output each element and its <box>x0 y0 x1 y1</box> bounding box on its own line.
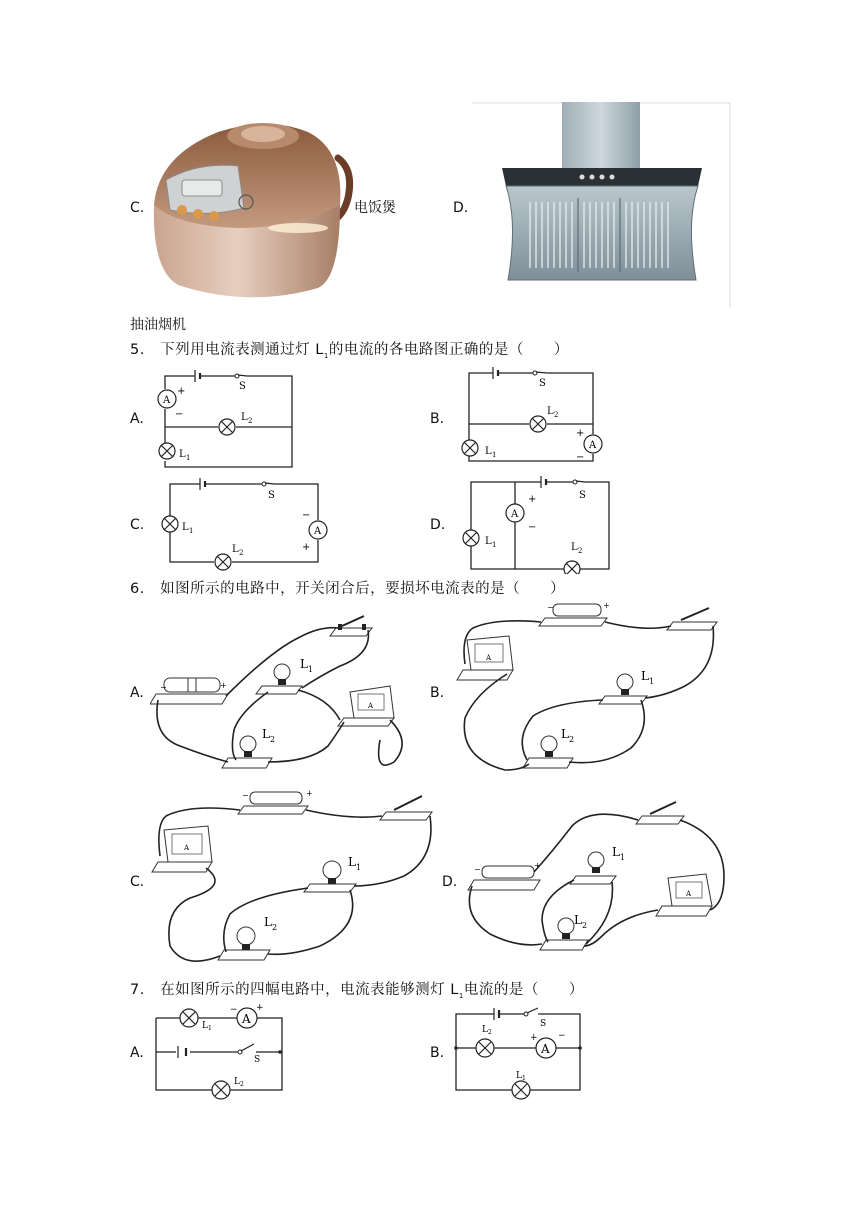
question-5-stem: 5. 下列用电流表测通过灯 $L_1$的电流的各电路图正确的是（ ） <box>130 342 569 360</box>
svg-text:1: 1 <box>356 863 362 872</box>
q5-circuit-a <box>155 367 300 470</box>
svg-text:A: A <box>686 890 692 898</box>
svg-text:−: − <box>528 522 537 533</box>
svg-text:1: 1 <box>308 665 314 674</box>
svg-text:1: 1 <box>522 1075 526 1082</box>
q5-option-c: C. <box>130 517 145 533</box>
svg-text:−: − <box>160 683 167 692</box>
svg-text:−: − <box>547 603 554 612</box>
switch-label: S <box>239 381 246 392</box>
svg-text:L: L <box>482 1025 488 1035</box>
svg-text:+: + <box>534 861 541 870</box>
svg-text:−: − <box>230 1005 238 1015</box>
svg-text:L: L <box>182 522 189 533</box>
svg-text:S: S <box>539 378 546 389</box>
q7-option-a: A. <box>130 1045 144 1061</box>
svg-text:+: + <box>306 789 313 798</box>
svg-text:−: − <box>576 452 585 463</box>
svg-text:2: 2 <box>239 549 244 557</box>
q6-circuit-a <box>150 612 420 778</box>
svg-text:A: A <box>314 526 322 537</box>
svg-text:A: A <box>511 509 519 520</box>
question-7-stem: 7. 在如图所示的四幅电路中，电流表能够测灯 $L_1$电流的是（ ） <box>130 982 584 1000</box>
svg-text:2: 2 <box>248 417 253 425</box>
svg-text:L: L <box>234 1077 240 1087</box>
svg-text:+: + <box>177 386 186 397</box>
q6-option-c: C. <box>130 874 145 890</box>
svg-text:+: + <box>302 542 311 553</box>
rice-cooker-image <box>148 110 354 302</box>
svg-text:1: 1 <box>492 541 497 549</box>
question-number: 6. <box>130 581 145 597</box>
svg-text:L: L <box>179 449 186 460</box>
svg-text:1: 1 <box>189 527 194 535</box>
svg-text:−: − <box>175 409 184 420</box>
svg-text:+: + <box>530 1033 538 1043</box>
svg-text:−: − <box>558 1031 566 1041</box>
svg-text:A: A <box>589 440 597 451</box>
svg-text:L: L <box>264 915 272 929</box>
q7-option-b: B. <box>430 1045 445 1061</box>
q6-circuit-d <box>462 796 732 962</box>
svg-text:1: 1 <box>492 451 497 459</box>
svg-text:1: 1 <box>186 454 191 462</box>
q6-option-a: A. <box>130 685 144 701</box>
question-number: 5. <box>130 342 145 358</box>
svg-text:A: A <box>368 702 374 710</box>
svg-text:L: L <box>300 657 308 671</box>
svg-text:2: 2 <box>270 735 276 744</box>
option-d-label: D. <box>453 200 469 216</box>
svg-text:+: + <box>220 681 227 690</box>
q5-circuit-c <box>160 474 330 572</box>
svg-text:1: 1 <box>649 677 655 686</box>
svg-text:L: L <box>571 542 578 553</box>
option-c-label: C. <box>130 200 145 216</box>
svg-text:2: 2 <box>569 735 575 744</box>
svg-text:A: A <box>242 1012 251 1026</box>
svg-text:2: 2 <box>578 547 583 555</box>
svg-text:−: − <box>242 791 249 800</box>
svg-text:+: + <box>528 494 537 505</box>
option-c-caption: 电饭煲 <box>354 200 396 216</box>
q5-circuit-b <box>455 364 610 464</box>
q5-option-a: A. <box>130 411 144 427</box>
svg-text:L: L <box>232 544 239 555</box>
svg-text:S: S <box>268 490 275 501</box>
question-number: 7. <box>130 982 145 998</box>
svg-text:L: L <box>561 727 569 741</box>
svg-text:−: − <box>474 865 481 874</box>
svg-text:2: 2 <box>554 411 559 419</box>
svg-text:S: S <box>540 1019 547 1029</box>
svg-text:S: S <box>579 490 586 501</box>
q5-option-b: B. <box>430 411 445 427</box>
q7-circuit-b <box>452 1004 592 1100</box>
q5-circuit-d <box>455 474 620 574</box>
svg-text:A: A <box>541 1042 550 1056</box>
svg-text:L: L <box>547 406 554 417</box>
range-hood-image <box>472 102 732 310</box>
svg-text:2: 2 <box>240 1081 244 1088</box>
svg-text:A: A <box>184 844 190 852</box>
svg-text:2: 2 <box>582 921 588 930</box>
svg-text:+: + <box>576 428 585 439</box>
question-6-stem: 6. 如图所示的电路中，开关闭合后，要损坏电流表的是（ ） <box>130 581 566 597</box>
svg-text:L: L <box>202 1021 208 1031</box>
q6-circuit-c <box>150 786 440 972</box>
svg-text:+: + <box>603 601 610 610</box>
q6-circuit-b <box>455 598 725 774</box>
svg-text:L: L <box>641 669 649 683</box>
q7-circuit-a <box>150 1004 290 1100</box>
svg-text:1: 1 <box>620 853 626 862</box>
svg-text:L: L <box>262 727 270 741</box>
svg-text:L: L <box>516 1071 522 1081</box>
svg-text:A: A <box>486 654 492 662</box>
svg-text:2: 2 <box>272 923 278 932</box>
q5-option-d: D. <box>430 517 446 533</box>
svg-text:1: 1 <box>208 1025 212 1032</box>
option-d-caption: 抽油烟机 <box>130 317 186 333</box>
svg-text:2: 2 <box>488 1029 492 1036</box>
svg-text:L: L <box>612 845 620 859</box>
q6-option-b: B. <box>430 685 445 701</box>
svg-text:L: L <box>574 913 582 927</box>
svg-text:+: + <box>256 1004 264 1013</box>
svg-text:L: L <box>348 855 356 869</box>
svg-text:A: A <box>163 395 171 406</box>
svg-text:L: L <box>485 446 492 457</box>
svg-text:−: − <box>302 510 311 521</box>
svg-text:L: L <box>485 536 492 547</box>
svg-text:S: S <box>254 1055 261 1065</box>
svg-text:L: L <box>241 412 248 423</box>
q6-option-d: D. <box>442 874 458 890</box>
